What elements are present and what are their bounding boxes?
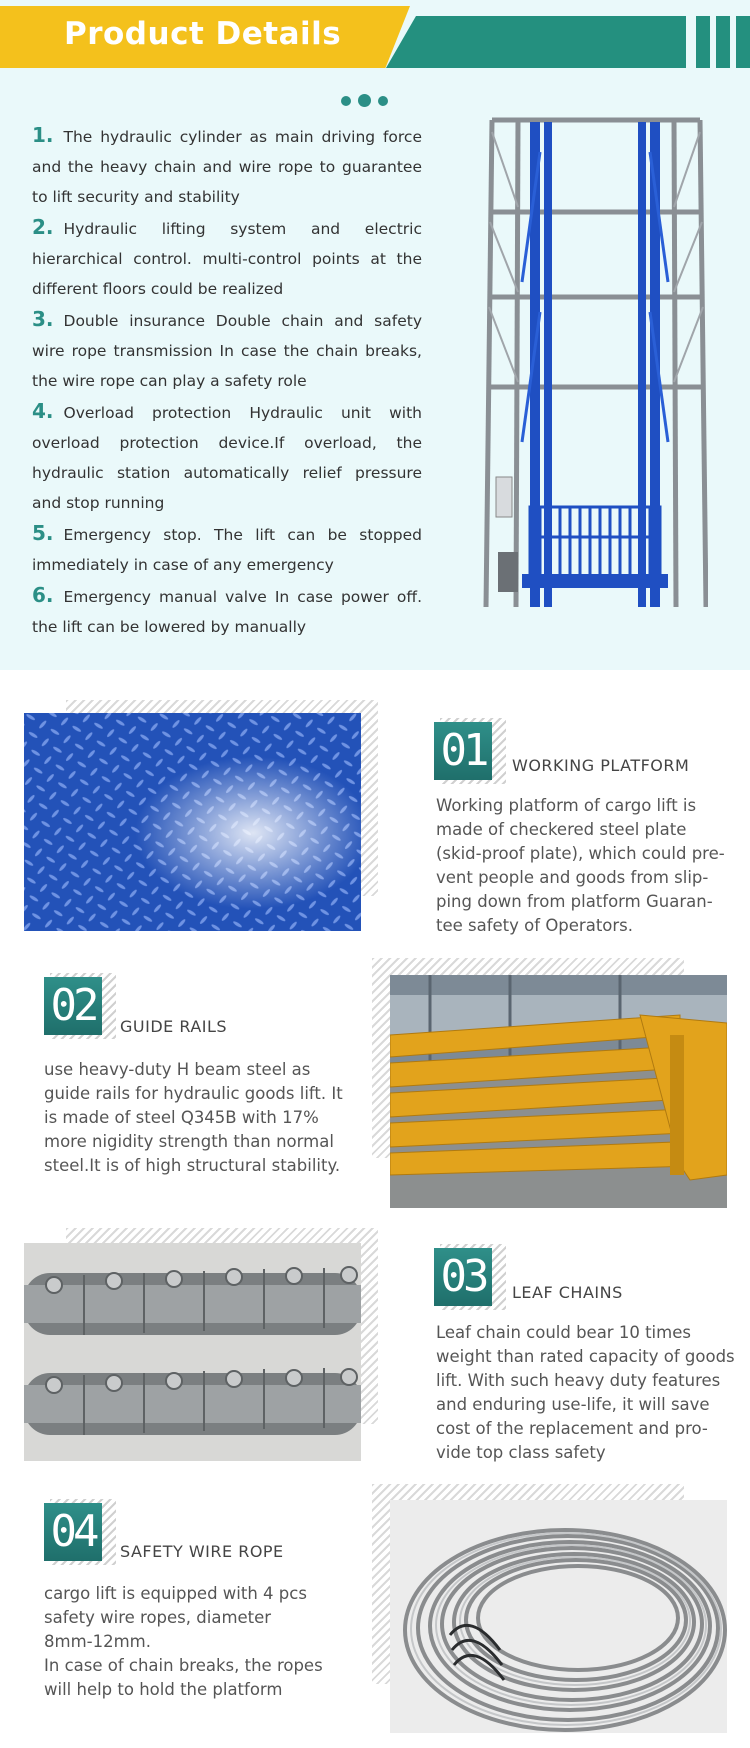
dots-decoration: [341, 94, 388, 107]
feature-number: 6.: [32, 583, 54, 607]
feature-text: Overload protection Hydraulic unit with overload protection device.If overload, the hydraulic station automatically relief pressure and stop running: [32, 404, 422, 512]
feature-description: cargo lift is equipped with 4 pcs safety wire ropes, diameter 8mm-12mm. In case of chain breaks, the ropes will help to hold the platform: [44, 1584, 323, 1699]
guide-rails-photo: [390, 975, 727, 1208]
feature-text: Emergency stop. The lift can be stopped immediately in case of any emergency: [32, 526, 422, 574]
feature-text: Emergency manual valve In case power off. the lift can be lowered by manually: [32, 588, 422, 636]
header-banner: [0, 0, 750, 68]
feature-number: 4.: [32, 399, 54, 423]
feature-badge-01: 01: [434, 722, 492, 780]
feature-number: 1.: [32, 123, 54, 147]
product-details-section: [0, 68, 750, 670]
feature-text: Hydraulic lifting system and electric hierarchical control. multi-control points at the different floors could be realized: [32, 220, 422, 298]
feature-description: Working platform of cargo lift is made of checkered steel plate (skid-proof plate), which could pre- vent people and goods from slip- ping down from platform Guaran- tee safety of Operators.: [436, 796, 725, 935]
dot-icon: [358, 94, 371, 107]
banner-stripe: [696, 16, 710, 68]
feature-number: 3.: [32, 307, 54, 331]
leaf-chains-photo: [24, 1243, 361, 1461]
feature-item: [32, 120, 422, 212]
feature-title: LEAF CHAINS: [512, 1283, 623, 1302]
page-title: Product Details: [64, 16, 342, 52]
feature-item: [32, 518, 422, 580]
feature-item: [32, 580, 422, 642]
feature-description: use heavy-duty H beam steel as guide rails for hydraulic goods lift. It is made of steel Q345B with 17% more nigidity strength than normal steel.It is of high structural stability.: [44, 1060, 343, 1175]
feature-number: 2.: [32, 215, 54, 239]
feature-item: [32, 396, 422, 518]
banner-stripe: [736, 16, 750, 68]
feature-item: [32, 304, 422, 396]
feature-number: 5.: [32, 521, 54, 545]
wire-rope-photo: [390, 1500, 727, 1733]
feature-description: Leaf chain could bear 10 times weight than rated capacity of goods lift. With such heavy duty features and enduring use-life, it will save cost of the replacement and pro- vide top class safety: [436, 1323, 735, 1462]
feature-title: WORKING PLATFORM: [512, 756, 690, 775]
feature-title: SAFETY WIRE ROPE: [120, 1542, 284, 1561]
dot-icon: [341, 96, 351, 106]
feature-text: Double insurance Double chain and safety wire rope transmission In case the chain breaks, the wire rope can play a safety role: [32, 312, 422, 390]
feature-text: The hydraulic cylinder as main driving force and the heavy chain and wire rope to guarantee to lift security and stability: [32, 128, 422, 206]
feature-badge-04: 04: [44, 1503, 102, 1561]
checkered-plate-photo: [24, 713, 361, 931]
feature-badge-03: 03: [434, 1248, 492, 1306]
banner-stripe: [716, 16, 730, 68]
feature-badge-02: 02: [44, 977, 102, 1035]
feature-title: GUIDE RAILS: [120, 1017, 228, 1036]
feature-item: [32, 212, 422, 304]
banner-teal-shape: [386, 16, 686, 68]
cargo-lift-photo: [478, 112, 708, 612]
feature-list: [32, 120, 422, 642]
dot-icon: [378, 96, 388, 106]
